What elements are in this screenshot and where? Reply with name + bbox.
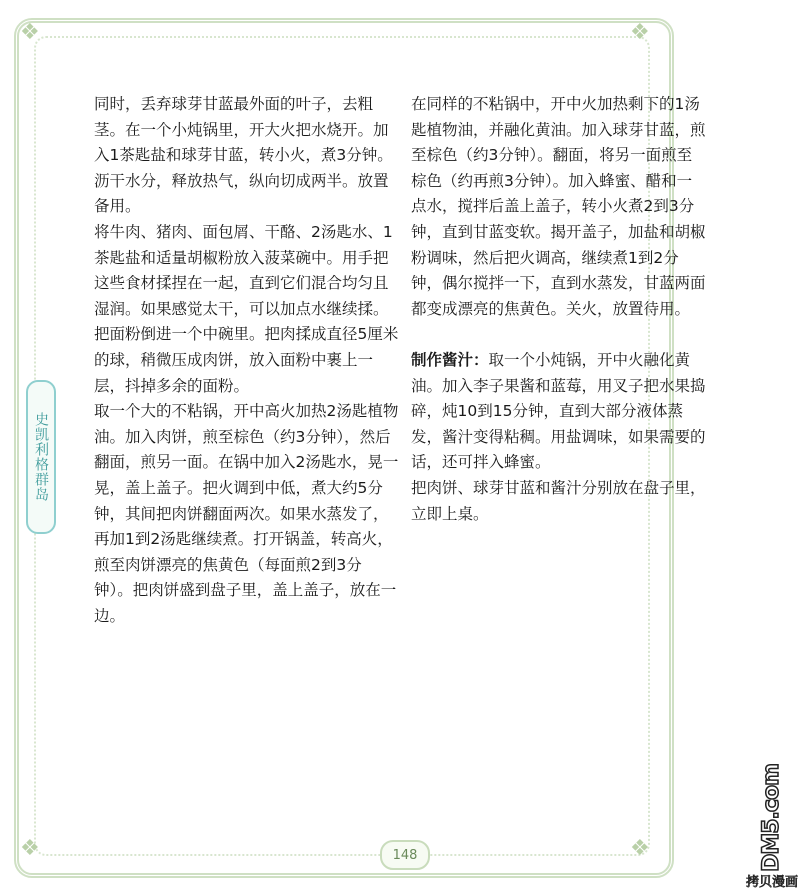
page-number: 148 <box>392 847 418 863</box>
page-number-badge <box>380 840 430 870</box>
left-text-column <box>94 92 400 629</box>
sauce-paragraph <box>411 348 707 476</box>
right-text-column <box>411 92 707 527</box>
watermark-footer: 拷贝漫画 <box>745 874 798 890</box>
paragraph: 把肉饼、球芽甘蓝和酱汁分别放在盘子里，立即上桌。 <box>411 478 706 523</box>
celtic-knot-corner-icon: ❖ <box>630 836 650 861</box>
paragraph-gap <box>411 322 707 348</box>
paragraph: 将牛肉、猪肉、面包屑、干酪、2汤匙水、1茶匙盐和适量胡椒粉放入菠菜碗中。用手把这些食材揉捏在一起，直到它们混合均匀且湿润。如果感觉太干，可以加点水继续揉。 <box>94 222 393 318</box>
sauce-text: 取一个小炖锅，开中火融化黄油。加入李子果酱和蓝莓，用叉子把水果捣碎，炖10到15分钟，直到大部分液体蒸发，酱汁变得粘稠。用盐调味，如果需要的话，还可拌入蜂蜜。 <box>411 350 706 472</box>
paragraph: 同时，丢弃球芽甘蓝最外面的叶子，去粗茎。在一个小炖锅里，开大火把水烧开。加入1茶匙盐和球芽甘蓝，转小火，煮3分钟。沥干水分，释放热气，纵向切成两半。放置备用。 <box>94 95 393 216</box>
chapter-side-label: 史凯利格群岛 <box>33 412 49 502</box>
watermark-logo <box>754 764 788 872</box>
paragraph: 在同样的不粘锅中，开中火加热剩下的1汤匙植物油，并融化黄油。加入球芽甘蓝，煎至棕色（约3分钟）。翻面，将另一面煎至棕色（约再煎3分钟）。加入蜂蜜、醋和一点水，搅拌后盖上盖子，转小火煮2到3分钟，直到甘蓝变软。揭开盖子，加盐和胡椒粉调味，然后把火调高，继续煮1到2分钟，偶尔搅拌一下，直到水蒸发，甘蓝两面都变成漂亮的焦黄色。关火，放置待用。 <box>411 95 706 318</box>
paragraph: 把面粉倒进一个中碗里。把肉揉成直径5厘米的球，稍微压成肉饼，放入面粉中裹上一层，抖掉多余的面粉。 <box>94 325 399 395</box>
celtic-knot-corner-icon: ❖ <box>20 20 40 45</box>
watermark-logo-text: DM5.com <box>758 764 784 872</box>
celtic-knot-corner-icon: ❖ <box>630 20 650 45</box>
chapter-side-tab <box>26 380 56 534</box>
sauce-heading: 制作酱汁： <box>411 350 489 369</box>
paragraph: 取一个大的不粘锅，开中高火加热2汤匙植物油。加入肉饼，煎至棕色（约3分钟），然后翻面，煎另一面。在锅中加入2汤匙水，晃一晃，盖上盖子。把火调到中低，煮大约5分钟，其间把肉饼翻面两次。如果水蒸发了，再加1到2汤匙继续煮。打开锅盖，转高火，煎至肉饼漂亮的焦黄色（每面煎2到3分钟）。把肉饼盛到盘子里，盖上盖子，放在一边。 <box>94 402 399 625</box>
celtic-knot-corner-icon: ❖ <box>20 836 40 861</box>
